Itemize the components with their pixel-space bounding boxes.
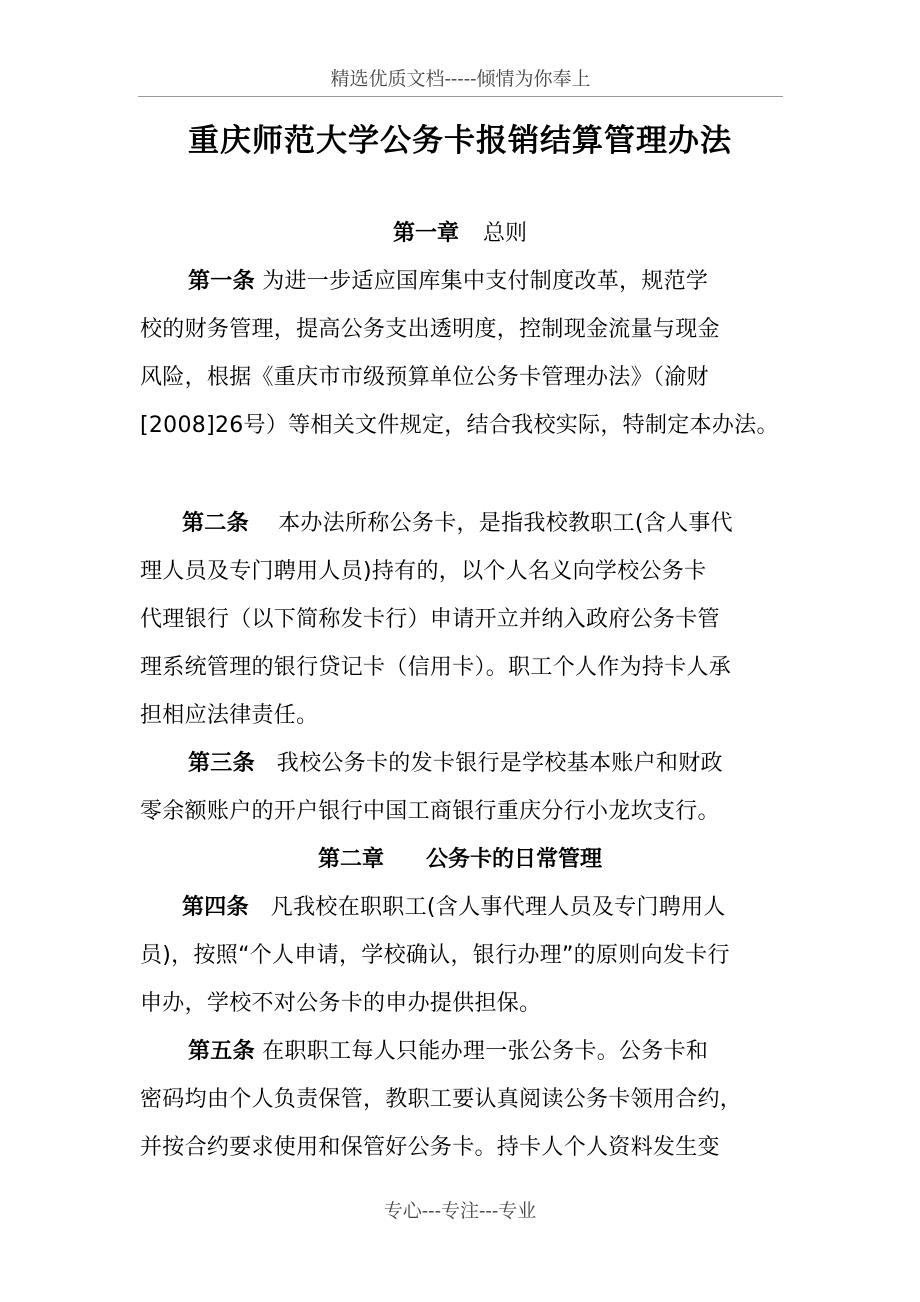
article-2-line-4: 理系统管理的银行贷记卡（信用卡）。职工个人作为持卡人承 [140, 655, 732, 680]
article-text: 本办法所称公务卡，是指我校教职工(含人事代 [278, 511, 733, 536]
article-1-line-4: [2008]26号）等相关文件规定，结合我校实际，特制定本办法。 [140, 413, 779, 438]
article-2-line-3: 代理银行（以下简称发卡行）申请开立并纳入政府公务卡管 [140, 607, 720, 632]
article-heading: 第一条 [188, 269, 255, 294]
article-4-line-1 [182, 890, 726, 921]
article-1-line-3: 风险，根据《重庆市市级预算单位公务卡管理办法》（渝财 [140, 365, 709, 390]
header-text: 精选优质文档-----倾情为你奉上 [330, 68, 591, 90]
article-text: 凡我校在职职工(含人事代理人员及专门聘用人 [270, 895, 726, 920]
chapter-heading-2 [0, 842, 920, 873]
article-text: 我校公务卡的发卡银行是学校基本账户和财政 [276, 751, 723, 776]
document-title: 重庆师范大学公务卡报销结算管理办法 [188, 123, 732, 159]
article-text: 在职职工每人只能办理一张公务卡。公务卡和 [262, 1039, 709, 1064]
page-header [138, 64, 783, 97]
chapter-number: 第二章 [317, 847, 384, 872]
article-heading: 第四条 [182, 895, 249, 920]
article-5-line-3: 并按合约要求使用和保管好公务卡。持卡人个人资料发生变 [140, 1135, 720, 1160]
chapter-name: 公务卡的日常管理 [426, 847, 603, 872]
footer-text: 专心---专注---专业 [383, 1200, 537, 1222]
chapter-number: 第一章 [392, 221, 459, 246]
article-text: 为进一步适应国库集中支付制度改革，规范学 [262, 269, 709, 294]
article-4-line-3: 申办，学校不对公务卡的申办提供担保。 [140, 991, 542, 1016]
chapter-name: 总则 [483, 221, 528, 246]
article-2-line-2: 理人员及专门聘用人员)持有的，以个人名义向学校公务卡 [140, 559, 707, 584]
article-heading: 第二条 [182, 511, 249, 536]
article-heading: 第五条 [188, 1039, 255, 1064]
article-4-line-2: 员)，按照“个人申请，学校确认，银行办理”的原则向发卡行 [140, 943, 730, 968]
article-2-line-5: 担相应法律责任。 [140, 703, 319, 728]
article-5-line-2: 密码均由个人负责保管，教职工要认真阅读公务卡领用合约， [140, 1087, 743, 1112]
article-5-line-1 [188, 1034, 708, 1065]
article-1-line-2: 校的财务管理，提高公务支出透明度，控制现金流量与现金 [140, 317, 720, 342]
article-1-line-1 [188, 264, 708, 295]
article-3-line-2: 零余额账户的开户银行中国工商银行重庆分行小龙坎支行。 [140, 799, 720, 824]
page-footer [0, 1196, 920, 1223]
article-2-line-1 [182, 506, 733, 537]
chapter-heading-1 [0, 216, 920, 247]
article-3-line-1 [188, 746, 723, 777]
article-heading: 第三条 [188, 751, 255, 776]
